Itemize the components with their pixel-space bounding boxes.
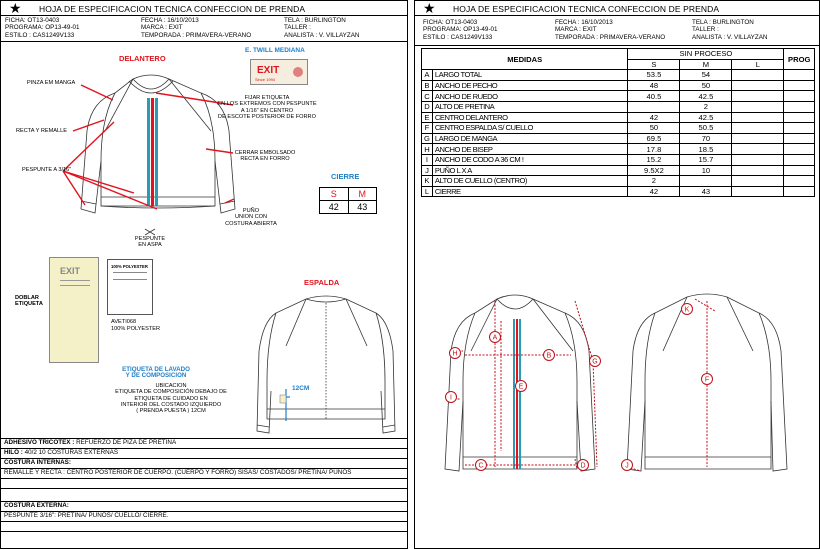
marca: MARCA : EXIT [141, 24, 183, 32]
row-key: A [422, 70, 433, 81]
row-costura-ext-text: PESPUNTE 3/16": PRETINA/ PUÑOS/ CUELLO/ CIERRE. [1, 511, 407, 521]
row-size-m: 2 [680, 101, 732, 112]
row-size-s: 42 [628, 186, 680, 197]
svg-text:G: G [592, 358, 598, 366]
svg-text:B: B [546, 352, 552, 360]
temporada: TEMPORADA : PRIMAVERA-VERANO [141, 31, 252, 39]
row-name: ALTO DE CUELLO (CENTRO) [432, 176, 628, 187]
row-adhesivo: ADHESIVO TRICOTEX : REFUERZO DE PIZA DE PRETINA [1, 438, 407, 448]
svg-text:I: I [450, 394, 452, 402]
row-key: B [422, 80, 433, 91]
cierre-value-m: 43 [348, 201, 377, 214]
analista: ANALISTA : V. VILLAYZAN [284, 31, 360, 39]
star-icon: ★ [9, 0, 22, 16]
row-name: CENTRO ESPALDA S/ CUELLO [432, 123, 628, 134]
svg-text:J: J [625, 462, 629, 470]
cierre-value-s: 42 [320, 201, 349, 214]
exit-since: Since 1994 [255, 77, 276, 82]
estilo: ESTILO : CAS1249V133 [5, 31, 75, 39]
row-name: CENTRO DELANTERO [432, 112, 628, 123]
right-spec-sheet [414, 0, 820, 549]
annotation-pespunte: PESPUNTE A 3/16" [22, 167, 72, 173]
row-blank-3 [1, 521, 407, 531]
annotation-poly: 100% POLYESTER [111, 326, 161, 332]
row-costura-int: COSTURA INTERNAS: [1, 458, 407, 468]
star-icon: ★ [423, 0, 436, 16]
row-key: D [422, 101, 433, 112]
row-size-s: 48 [628, 80, 680, 91]
page-title: HOJA DE ESPECIFICACION TECNICA CONFECCION DE PRENDA [39, 4, 306, 14]
row-name: PUÑO L X A [432, 165, 628, 176]
row-key: I [422, 154, 433, 165]
row-name: CIERRE [432, 186, 628, 197]
medidas-header: MEDIDAS [422, 49, 628, 70]
cierre-title: CIERRE [331, 172, 360, 181]
annotation-recta: RECTA Y REMALLE [16, 128, 67, 134]
col-s: S [628, 59, 680, 70]
cierre-size-m: M [348, 188, 377, 201]
row-size-s: 42 [628, 112, 680, 123]
row-size-s: 15.2 [628, 154, 680, 165]
annotation-puno: PUÑO UNION CON COSTURA ABIERTA [225, 208, 277, 227]
right-title-row: ★ HOJA DE ESPECIFICACION TECNICA CONFECCION DE PRENDA [415, 1, 819, 16]
row-blank-4 [1, 531, 407, 541]
svg-text:F: F [704, 376, 710, 384]
svg-text:E: E [518, 383, 524, 391]
row-blank-2 [1, 488, 407, 498]
care-label-polyester: 100% POLYESTER [107, 259, 153, 315]
row-size-m: 54 [680, 70, 732, 81]
row-size-s: 53.5 [628, 70, 680, 81]
col-prog: PROG [784, 49, 815, 70]
col-m: M [680, 59, 732, 70]
annotation-doblar: DOBLAR ETIQUETA [15, 295, 43, 308]
annotation-12cm: 12CM [292, 385, 310, 392]
row-size-m: 50.5 [680, 123, 732, 134]
tela: TELA : BURLINGTON [284, 17, 346, 24]
row-costura-int-text: REMALLE Y RECTA : CENTRO POSTERIOR DE CUERPO. (CUERPO Y FORRO) SISAS/ COSTADOS/ PRETINA/ PUÑOS [1, 468, 407, 478]
sin-proceso-header: SIN PROCESO [628, 49, 784, 60]
row-size-m: 43 [680, 186, 732, 197]
row-size-s: 69.5 [628, 133, 680, 144]
annotation-aveti: AVETI068 [111, 319, 137, 325]
annotation-ubicacion: UBICACION ETIQUETA DE COMPOSICIÓN DEBAJO DE ETIQUETA DE CUIDADO EN INTERIOR DEL COSTADO IZQUIERDO ( PRENDA PUESTA ) 12CM [115, 383, 227, 415]
twill-title: E. TWILL MEDIANA [245, 47, 305, 54]
row-costura-ext: COSTURA EXTERNA: [1, 501, 407, 511]
svg-text:C: C [478, 462, 484, 470]
ficha: FICHA: OT13-0403 [5, 17, 60, 24]
row-key: E [422, 112, 433, 123]
row-key: J [422, 165, 433, 176]
row-blank-1 [1, 478, 407, 488]
row-size-m: 70 [680, 133, 732, 144]
row-size-m: 18.5 [680, 144, 732, 155]
col-l: L [732, 59, 784, 70]
care-label-marker [280, 395, 286, 403]
row-name: ANCHO DE RUEDO [432, 91, 628, 102]
row-size-m: 42.5 [680, 112, 732, 123]
svg-text:A: A [492, 334, 498, 342]
row-key: C [422, 91, 433, 102]
row-size-s: 50 [628, 123, 680, 134]
exit-brand: EXIT [257, 65, 280, 76]
row-size-m: 10 [680, 165, 732, 176]
row-key: F [422, 123, 433, 134]
row-name: ANCHO DE CODO A 36 CM ! [432, 154, 628, 165]
row-name: LARGO TOTAL [432, 70, 628, 81]
row-size-s: 40.5 [628, 91, 680, 102]
measurement-diagram [415, 1, 820, 550]
row-name: ANCHO DE BISEP [432, 144, 628, 155]
row-key: L [422, 186, 433, 197]
row-name: ANCHO DE PECHO [432, 80, 628, 91]
row-size-s: 17.8 [628, 144, 680, 155]
svg-text:H: H [452, 350, 458, 358]
row-size-m: 50 [680, 80, 732, 91]
taller: TALLER : [284, 24, 311, 32]
left-spec-sheet [0, 0, 408, 549]
row-size-m: 42.5 [680, 91, 732, 102]
care-label-exit: EXIT [49, 257, 99, 363]
svg-text:K: K [684, 306, 690, 314]
row-size-m: 15.7 [680, 154, 732, 165]
espalda-heading: ESPALDA [304, 278, 340, 287]
fecha: FECHA : 16/10/2013 [141, 17, 199, 24]
row-size-s: 2 [628, 176, 680, 187]
right-meta-row: FICHA: OT13-0403 PROGRAMA: OP13-49-01 ESTILO : CAS1249V133 FECHA : 16/10/2013 MARCA : EXIT TEMPORADA : PRIMAVERA-VERANO TELA : BURLINGTON TALLER : ANALISTA : V. VILLAYZAN [415, 16, 819, 46]
programa: PROGRAMA: OP13-49-01 [5, 24, 80, 32]
row-size-s: 9.5X2 [628, 165, 680, 176]
delantero-heading: DELANTERO [119, 54, 166, 63]
annotation-aspa: PESPUNTE EN ASPA [134, 236, 166, 249]
annotation-cerrar: CERRAR EMBOLSADO RECTA EN FORRO [234, 150, 296, 163]
row-hilo: HILO : 40/2 10 COSTURAS EXTERNAS [1, 448, 407, 458]
svg-text:D: D [580, 462, 586, 470]
row-name: LARGO DE MANGA [432, 133, 628, 144]
row-name: ALTO DE PRETINA [432, 101, 628, 112]
annotation-pinza: PINZA EM MANGA [27, 80, 76, 86]
row-key: G [422, 133, 433, 144]
lavado-title: ETIQUETA DE LAVADO Y DE COMPOSICION [122, 366, 190, 380]
annotation-fijar: FIJAR ETIQUETA EN LOS EXTREMOS CON PESPUNTE A 1/16" EN CENTRO DE ESCOTE POSTERIOR DE FORRO [217, 95, 317, 120]
row-key: H [422, 144, 433, 155]
cierre-size-s: S [320, 188, 349, 201]
row-key: K [422, 176, 433, 187]
